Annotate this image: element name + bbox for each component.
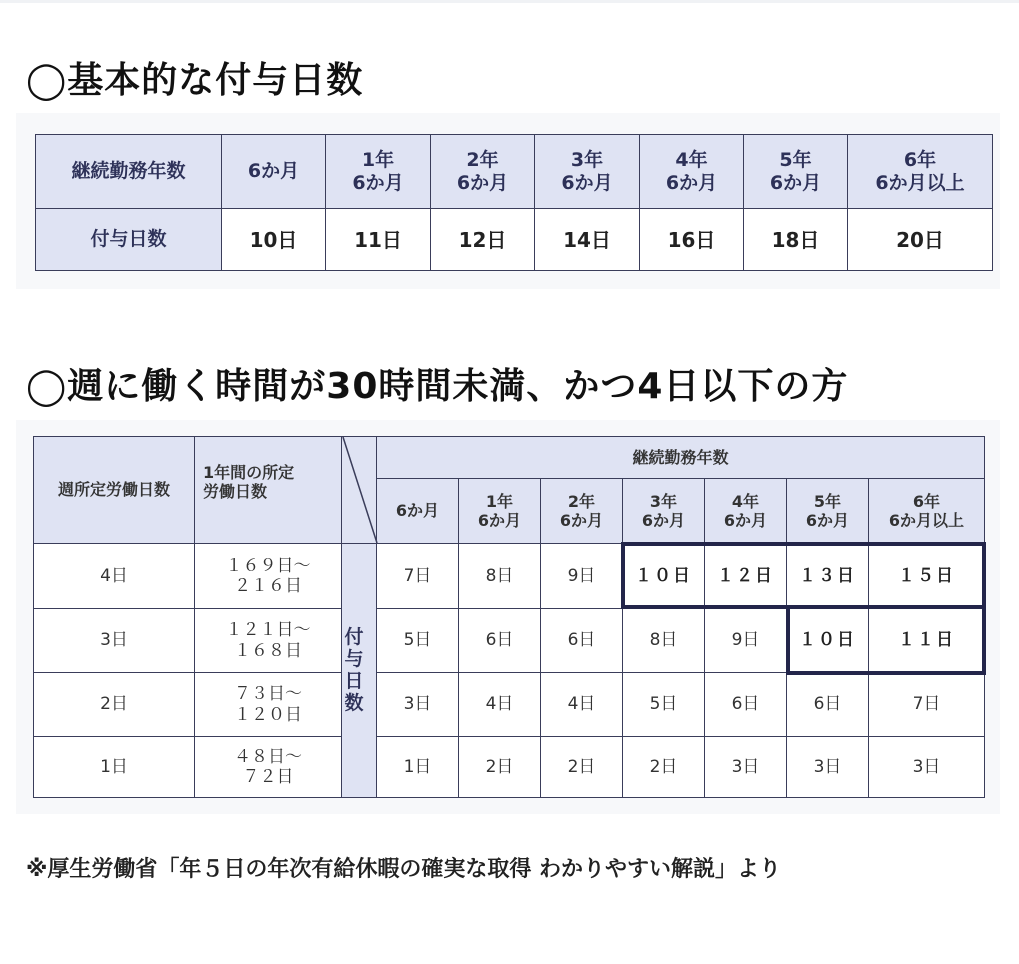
table-row (36, 209, 993, 271)
days-cell: 2日 (459, 737, 541, 798)
days-cell: 3日 (705, 737, 787, 798)
days-cell: 7日 (377, 544, 459, 609)
days-cell: 8日 (459, 544, 541, 609)
weekly-days-cell: 4日 (34, 544, 195, 609)
basic-grant-table (35, 134, 993, 271)
period-header: 5年 6か月 (744, 135, 848, 209)
days-cell: １２日 (705, 544, 787, 609)
period-header: 4年 6か月 (640, 135, 744, 209)
period-header: 1年 6か月 (459, 479, 541, 544)
table-row (34, 437, 985, 479)
yearly-days-cell: ４８日～ ７２日 (195, 737, 342, 798)
header-cell: 付与日数 (36, 209, 222, 271)
days-cell: 8日 (623, 609, 705, 673)
period-header: 2年 6か月 (541, 479, 623, 544)
days-cell: 6日 (459, 609, 541, 673)
days-cell: 6日 (541, 609, 623, 673)
period-header: 6か月 (377, 479, 459, 544)
yearly-days-cell: ７３日～ １２０日 (195, 673, 342, 737)
section1-heading: ◯基本的な付与日数 (26, 60, 364, 101)
period-header: 5年 6か月 (787, 479, 869, 544)
days-cell: １０日 (623, 544, 705, 609)
days-cell: 7日 (869, 673, 985, 737)
header-cell: 継続勤務年数 (36, 135, 222, 209)
days-cell: 9日 (705, 609, 787, 673)
section2-heading: ◯週に働く時間が30時間未満、かつ4日以下の方 (26, 366, 849, 407)
days-cell: 10日 (222, 209, 326, 271)
yearly-days-cell: １２１日～ １６８日 (195, 609, 342, 673)
yearly-days-header: 1年間の所定 労働日数 (195, 437, 342, 544)
period-header: 6年 6か月以上 (848, 135, 993, 209)
period-header: 1年 6か月 (326, 135, 431, 209)
days-cell: 4日 (459, 673, 541, 737)
days-cell: 16日 (640, 209, 744, 271)
table-row (34, 737, 985, 798)
diagonal-line (342, 436, 378, 544)
days-cell: 2日 (623, 737, 705, 798)
weekly-days-cell: 3日 (34, 609, 195, 673)
days-cell: 6日 (705, 673, 787, 737)
period-header: 6か月 (222, 135, 326, 209)
days-cell: 18日 (744, 209, 848, 271)
days-cell: 20日 (848, 209, 993, 271)
days-cell: 5日 (623, 673, 705, 737)
days-cell: 9日 (541, 544, 623, 609)
days-cell: 4日 (541, 673, 623, 737)
days-cell: １０日 (787, 609, 869, 673)
days-cell: 14日 (535, 209, 640, 271)
table-row (34, 609, 985, 673)
table-row (34, 673, 985, 737)
period-header: 6年 6か月以上 (869, 479, 985, 544)
span-header: 継続勤務年数 (377, 437, 985, 479)
yearly-days-cell: １６９日～ ２１６日 (195, 544, 342, 609)
period-header: 2年 6か月 (431, 135, 535, 209)
days-cell: １１日 (869, 609, 985, 673)
days-cell: 11日 (326, 209, 431, 271)
side-label: 付 与 日 数 (344, 626, 364, 714)
days-cell: 3日 (787, 737, 869, 798)
footnote: ※厚生労働省「年５日の年次有給休暇の確実な取得 わかりやすい解説」より (26, 857, 782, 882)
days-cell: 3日 (869, 737, 985, 798)
days-cell: 12日 (431, 209, 535, 271)
period-header: 3年 6か月 (535, 135, 640, 209)
table-row (34, 544, 985, 609)
period-header: 3年 6か月 (623, 479, 705, 544)
days-cell: 2日 (541, 737, 623, 798)
weekly-days-cell: 1日 (34, 737, 195, 798)
days-cell: 1日 (377, 737, 459, 798)
weekly-days-header: 週所定労働日数 (34, 437, 195, 544)
days-cell: 6日 (787, 673, 869, 737)
days-cell: １５日 (869, 544, 985, 609)
table-row (36, 135, 993, 209)
days-cell: 3日 (377, 673, 459, 737)
weekly-days-cell: 2日 (34, 673, 195, 737)
days-cell: １３日 (787, 544, 869, 609)
top-divider (0, 0, 1019, 3)
days-cell: 5日 (377, 609, 459, 673)
period-header: 4年 6か月 (705, 479, 787, 544)
proportional-grant-table (33, 436, 985, 798)
